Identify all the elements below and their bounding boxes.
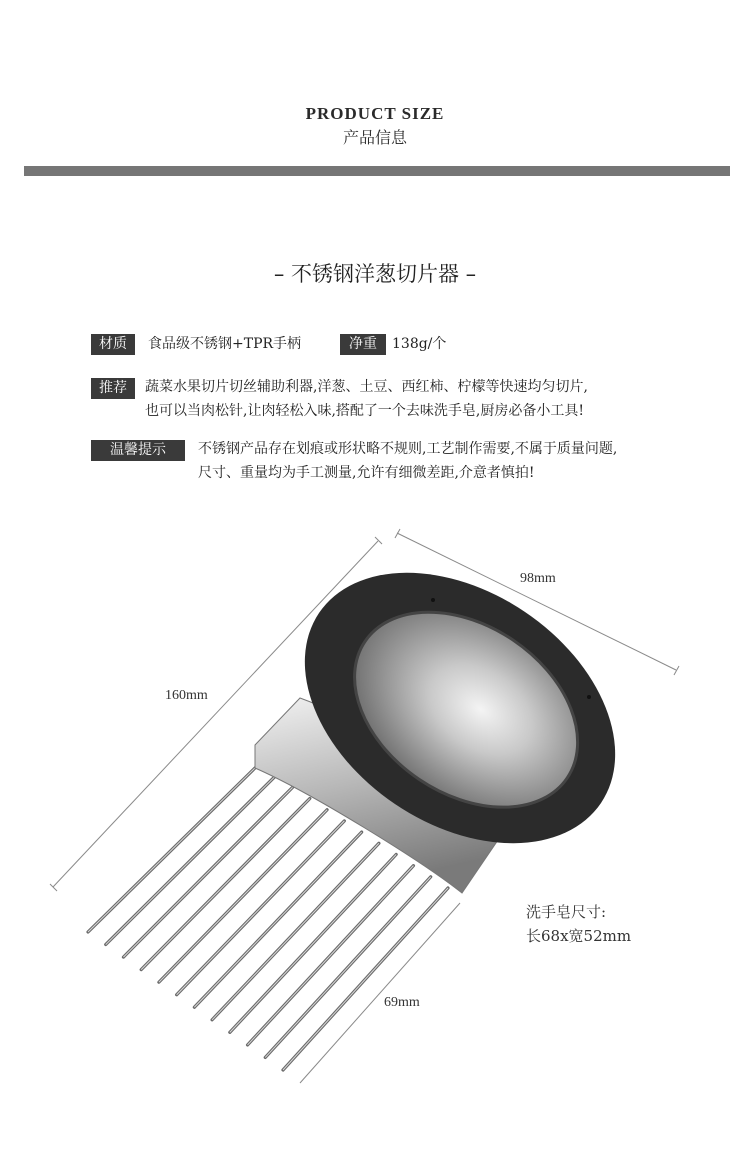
soap-size-value: 长68x宽52mm — [526, 927, 632, 945]
notice-tag: 温馨提示 — [91, 440, 185, 461]
recommend-line-2: 也可以当肉松针,让肉轻松入味,搭配了一个去味洗手皂,厨房必备小工具! — [145, 403, 584, 419]
material-value: 食品级不锈钢+TPR手柄 — [148, 336, 302, 352]
product-title: – 不锈钢洋葱切片器 – — [273, 262, 477, 286]
recommend-line-1: 蔬菜水果切片切丝辅助利器,洋葱、土豆、西红柿、柠檬等快速均匀切片, — [145, 379, 588, 395]
notice-line-1: 不锈钢产品存在划痕或形状略不规则,工艺制作需要,不属于质量问题, — [198, 441, 618, 457]
weight-value: 138g/个 — [392, 336, 447, 352]
tines-label: 69mm — [384, 995, 420, 1010]
soap-size-label: 洗手皂尺寸: — [526, 903, 607, 921]
weight-tag: 净重 — [340, 334, 386, 355]
material-tag: 材质 — [91, 334, 135, 355]
notice-line-2: 尺寸、重量均为手工测量,允许有细微差距,介意者慎拍! — [198, 465, 535, 481]
header-title-cn: 产品信息 — [342, 128, 407, 147]
length-label: 160mm — [165, 688, 208, 703]
recommend-tag: 推荐 — [91, 378, 135, 399]
header-title-en: PRODUCT SIZE — [305, 104, 445, 123]
width-label: 98mm — [520, 571, 556, 586]
